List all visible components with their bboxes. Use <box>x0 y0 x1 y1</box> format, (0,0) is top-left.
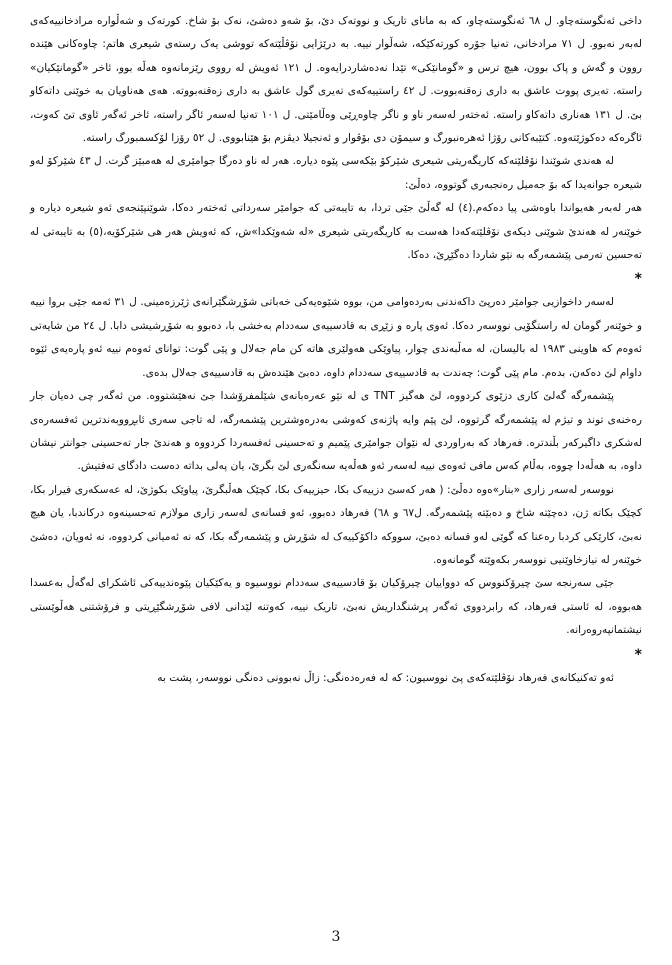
paragraph-3-quote: هەر لەبەر هەیواندا باوەشی پیا دەکەم.(٤) لە گەڵێ جێی تردا، بە تایبەتی کە جوامێر سەرداتی ئەختەر دەکا، شوێنپێنجەی ئەو شیعرە دیارە و خوێنەر لە هەندێ شوێنی دیکەی نۆڤلێتەکەدا هەست بە کاریگەریتی شیعری «لە شەوێکدا»ش، کە ئەویش هەر هی شێرکۆیە،(٥) بە تایبەتی لە تەحسین تەرمی پێشمەرگە بە نێو شاردا دەگێڕێ، دەکا. <box>30 202 643 262</box>
paragraph-4: لەسەر داخوازیی جوامێر دەرپێ داکەندنی بەردەوامی من، بووە شێوەیەکی خەباتی شۆڕشگێرانەی ژێرزەمینی. ل ٣١ ئەمە جێی بروا نییە و خوێنەر گومان لە راستگۆیی نووسەر دەکا. ئەوی پارە و زێڕی بە قادسییەی سەددام بەخشی با، دەبوو بە شۆڕشیشی دابا. ل ٢٤ من شایەتی ئەوەم کە هاوینی ١٩٨٣ لە بالیسان، لە مەڵبەندی چوار، پیاوێکی هەولێری هاتە کن مام جەلال و پێی گوت: توانای ئەوەم نییە ئەو پارەیەی ئێوە داوام لێ دەکەن، بدەم. مام پێی گوت: چەندت بە قادسییەی سەددام داوە، دەبێ هێندەش بە قادسییەی جەلال بدەی. <box>30 296 643 379</box>
paragraph-6: نووسەر لەسەر زاری «بنار»ەوە دەڵێ: ( هەر کەسێ دزییەک بکا، حیزییەک بکا، کچێک هەڵبگرێ، پیاوێک بکوژێ، لە عەسکەری فیرار بکا، کچێک بکاتە ژن، دەچێتە شاخ و دەبێتە پێشمەرگە. ل٦٧ و ٦٨) فەرهاد دەبوو، ئەو قسانەی لەسەر زاری مولازم تەحسینەوە درکاندبا، یان هیچ نەبێ، کارێکی کردبا رەعنا کە گوێی لەو قسانە دەبێ، سووکە داکۆکییەک لە شۆڕش و پێشمەرگە بکا، کە نە ئەمیانی کردووە، نە ئەویان، دەشێ خوێنەر لە نیازخاوێنیی نووسەر بکەوێتە گومانەوە. <box>30 483 642 566</box>
body-text <box>30 10 642 690</box>
section-separator-2: * <box>634 646 642 663</box>
section-separator-1: * <box>634 271 642 288</box>
paragraph-5: پێشمەرگە گەلێ کاری دزێوی کردووە، لێ هەگیز TNT ی لە نێو عەرەبانەی شێلمفرۆشدا جێ نەهێشتووە. من ئەگەر چی دەیان جار رەخنەی توند و تیژم لە پێشمەرگە گرتووە، لێ پێم وایە پاژنەی کەوشی بەدرەوشترین پێشمەرگە، لە تاجی سەری ئابڕووبەندترین ئەفسەرەی لەشکری داگیرکەر بڵندترە. فەرهاد کە بەراوردی لە نێوان جوامێری پێمیم و تەحسینی ئەفسەردا کردووە و هەندێ جار تەحسینی جوانتر نیشان داوە، بە هەڵەدا چووە، بەڵام کەس مافی ئەوەی نییە لەسەر ئەو هەڵەیە سەنگەری لێ بگرێ، یان پەلی بداتە دەست دادگای تەفتیش. <box>30 390 642 473</box>
paragraph-7: جێی سەرنجە سێ چیرۆکنووس کە دوواییان چیرۆکیان بۆ قادسییەی سەددام نووسیوە و یەکێکیان پێوەندییەکی ئاشکرای لەگەڵ بەعسدا هەبووە، لە ئاستی فەرهاد، کە رابردووی ئەگەر پرشنگداریش نەبێ، تاریک نییە، کەوتنە لێدانی لافی شۆڕشگێڕیتی و فرۆشتنی هەڵوێستی نیشتمانپەروەرانە. <box>30 577 642 637</box>
paragraph-2: لە هەندی شوێندا نۆڤلێتەکە کاریگەریتی شیعری شێرکۆ بێکەسی پێوە دیارە. هەر لە ناو دەرگا جوامێری لە هەمبێز گرت. ل ٤٣ شێرکۆ لەو شیعرە جوانەیدا کە بۆ جەمیل رەنجبەری گوتووە، دەڵێ: <box>30 155 642 191</box>
paragraph-1: داخی ئەنگوستەچاو. ل ٦٨ ئەنگوستەچاو، کە بە مانای تاریک و نووتەک دێ، بۆ شەو دەشێ، نەک بۆ شاخ. کورتەک و شەڵوارە مرادخانییەکەی لەبەر نەبوو. ل ٧١ مرادخانی، تەنیا جۆرە کورتەکێکە، شەڵوار نییە. بە درێژایی نۆڤڵێتەکە تووشی یەک رستەی شیعری هاتم: چاوەکانی هێندە روون و گەش و پاک بوون، هیچ ترس و «گومانێکی» تێدا نەدەشاردرایەوە. ل ١٢١ ئەویش لە رووی رێزمانەوە هەڵە بوو، ئاخر «گومانێکیان» راستە. تەیری پووت عاشق بە داری زەقنەبووت. ل ٤٢ راستییەکەی تەیری گول عاشق بە داری زەقنەبووتە. هەی هەناویان بە خوێنی داتەکاو بێ. ل ١٣١ هەناری داتەکاو راستە. ئەختەر لەسەر ناو و ناگر چاوەڕێی وەڵامێتی. ل ١٠١ تەنیا لەسەر ئاگر راستە، ئاخر ئەگەر ئاوی تێ کەوت، ئاگرەکە دەکوژێتەوە. کتێبەکانی رۆژا ئەهرەنبورگ و سیمۆن دی بۆڤوار و ئەنجیلا دیڤزم بۆ هێنابووی. ل ٥٢ رۆزا لۆکسمبورگ راستە. <box>30 15 643 145</box>
paragraph-8: ئەو تەکنیکانەی فەرهاد نۆڤلێتەکەی پێ نووسیون: کە لە فەرەدەنگی: زاڵ نەبوونی دەنگی نووسەر، پشت بە <box>157 671 614 684</box>
page-number: 3 <box>331 929 341 945</box>
